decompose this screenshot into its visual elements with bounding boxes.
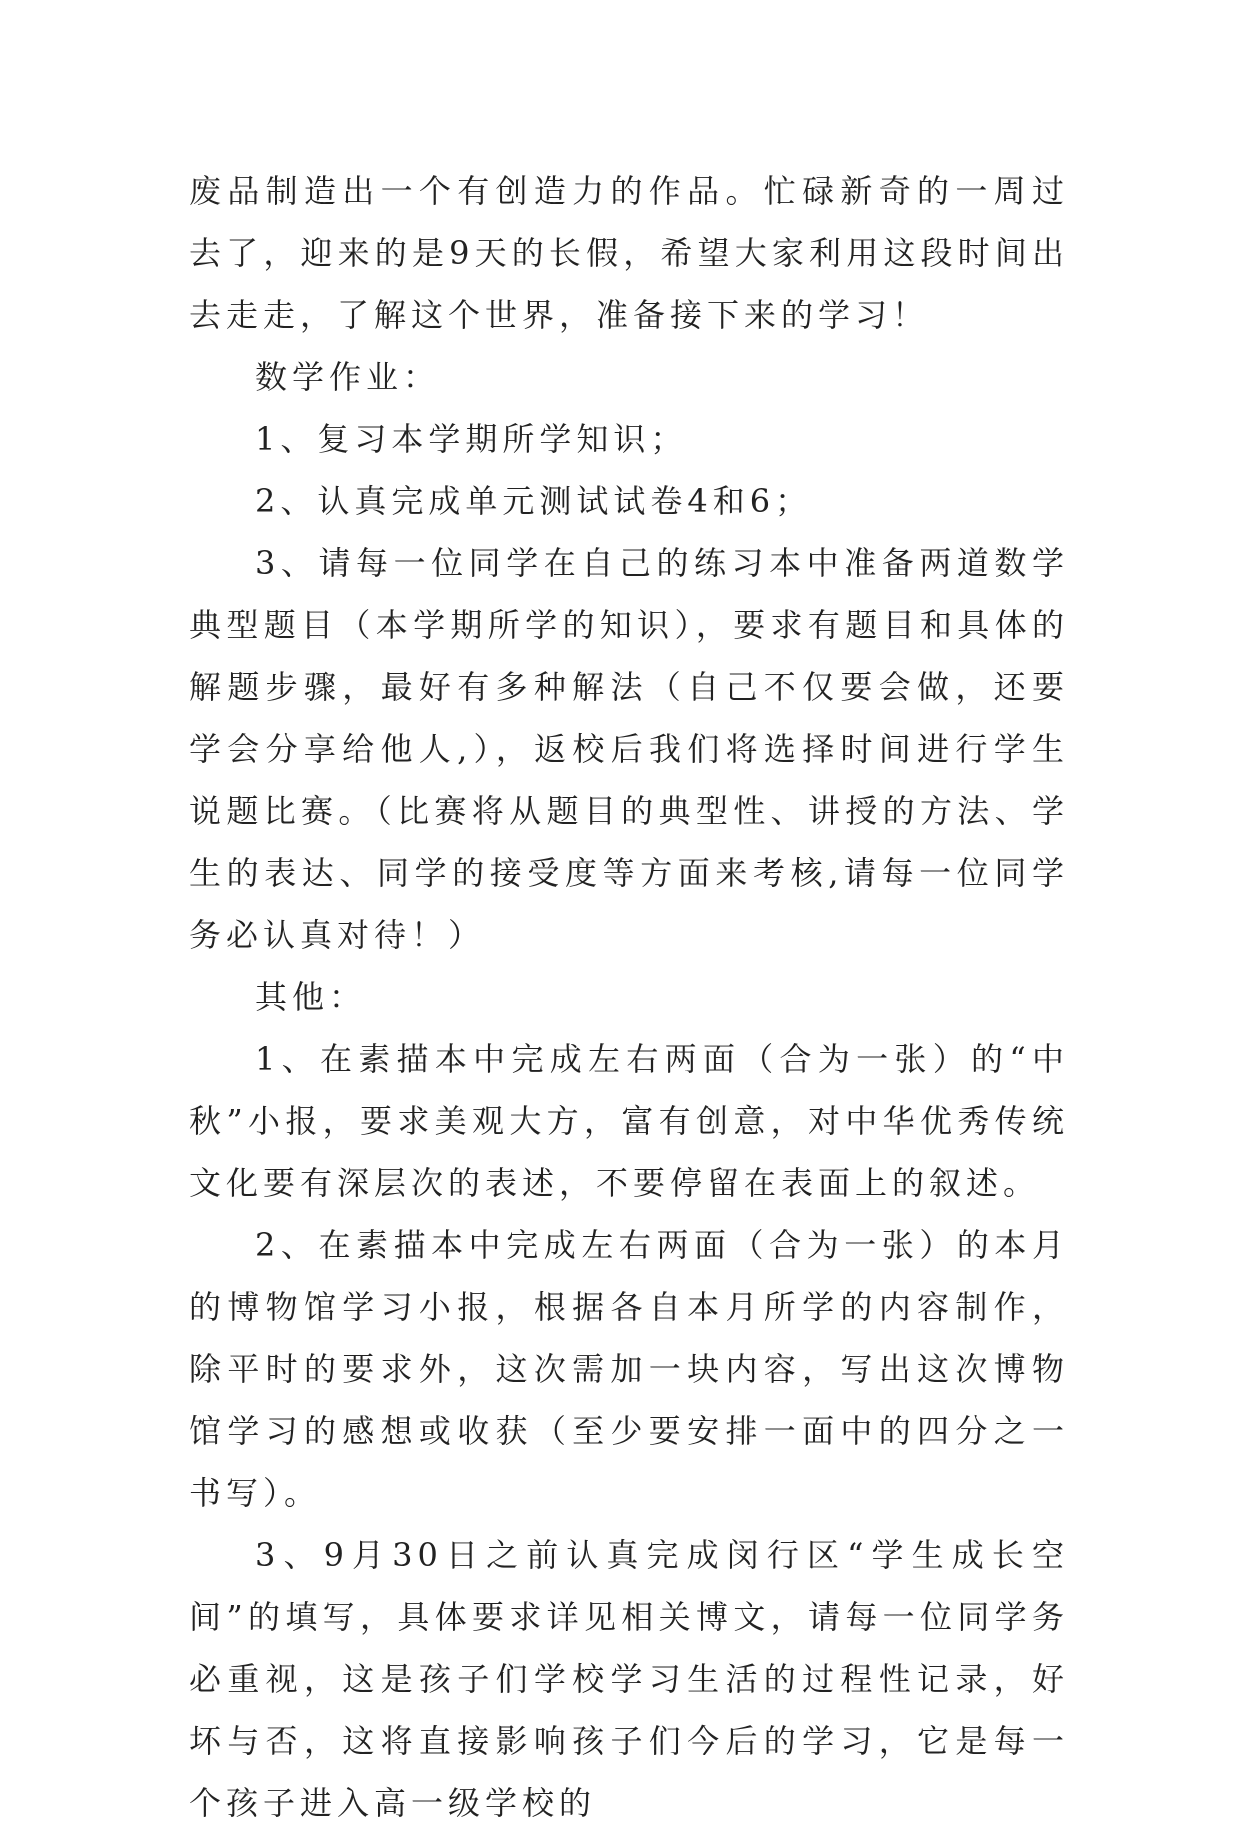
other-heading: 其他： <box>255 978 367 1016</box>
math-homework-item-3: 3、请每一位同学在自己的练习本中准备两道数学典型题目（本学期所学的知识），要求有题目和具体的解题步骤，最好有多种解法（自己不仅要会做，还要学会分享给他人,），返校后我们将选择时间进行学生说题比赛。（比赛将从题目的典型性、讲授的方法、学生的表达、同学的接受度等方面来考核,请每一位同学务必认真对待！） <box>189 544 1069 954</box>
math-homework-item-1: 1、复习本学期所学知识； <box>255 420 688 458</box>
other-item-2: 2、在素描本中完成左右两面（合为一张）的本月的博物馆学习小报，根据各自本月所学的内容制作，除平时的要求外，这次需加一块内容，写出这次博物馆学习的感想或收获（至少要安排一面中的四分之一书写）。 <box>189 1226 1069 1512</box>
paragraph-continuation: 废品制造出一个有创造力的作品。忙碌新奇的一周过去了，迎来的是9天的长假，希望大家利用这段时间出去走走，了解这个世界，准备接下来的学习！ <box>189 172 1069 334</box>
other-item-3: 3、9月30日之前认真完成闵行区“学生成长空间”的填写，具体要求详见相关博文，请每一位同学务必重视，这是孩子们学校学习生活的过程性记录，好坏与否，这将直接影响孩子们今后的学习，它是每一个孩子进入高一级学校的 <box>189 1536 1069 1822</box>
math-homework-item-2: 2、认真完成单元测试试卷4和6； <box>255 482 813 520</box>
document-body <box>189 160 1069 1834</box>
other-item-1: 1、在素描本中完成左右两面（合为一张）的“中秋”小报，要求美观大方，富有创意，对中华优秀传统文化要有深层次的表述，不要停留在表面上的叙述。 <box>189 1040 1069 1202</box>
math-homework-heading: 数学作业： <box>255 358 441 396</box>
